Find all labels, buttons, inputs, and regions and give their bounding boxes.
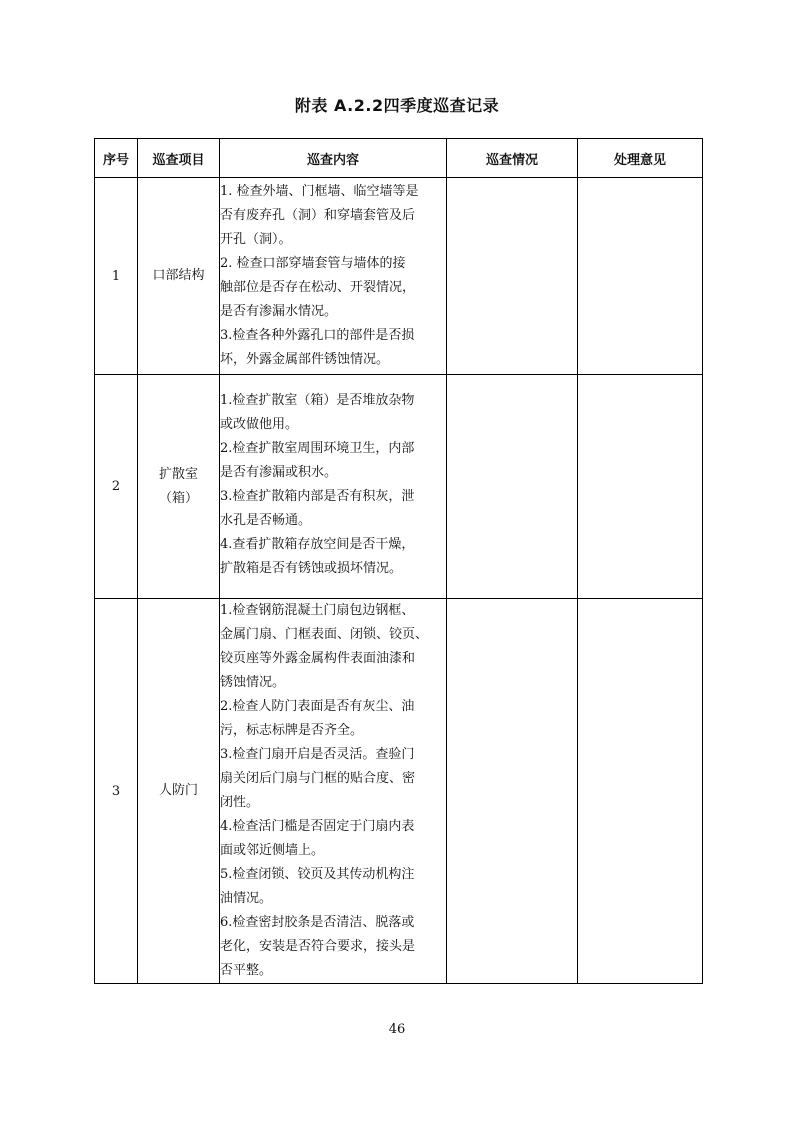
content-line: 是否有渗漏或积水。 <box>220 465 338 480</box>
content-line: 水孔是否畅通。 <box>220 513 312 528</box>
content-line: 3.检查各种外露孔口的部件是否损 <box>220 328 415 343</box>
table-header-row <box>95 139 703 178</box>
table-row <box>95 178 703 375</box>
content-line: 1. 检查外墙、门框墙、临空墙等是 <box>220 184 419 199</box>
inspection-content <box>220 375 447 599</box>
inspection-content <box>220 599 447 984</box>
content-line: 2.检查扩散室周围环境卫生，内部 <box>220 441 415 456</box>
content-line: 4.检查活门槛是否固定于门扇内表 <box>220 819 415 834</box>
row-number: 1 <box>95 178 138 375</box>
content-line: 触部位是否存在松动、开裂情况， <box>220 280 416 295</box>
row-number: 3 <box>95 599 138 984</box>
handling-opinion-cell[interactable] <box>578 599 703 984</box>
content-line: 否平整。 <box>220 963 273 978</box>
header-status: 巡查情况 <box>447 139 578 178</box>
inspection-status-cell[interactable] <box>447 599 578 984</box>
content-line: 是否有渗漏水情况。 <box>220 304 338 319</box>
inspection-item-line: 扩散室 <box>158 466 198 482</box>
content-line: 开孔（洞）。 <box>220 232 292 247</box>
content-line: 1.检查扩散室（箱）是否堆放杂物 <box>220 393 415 408</box>
table-row <box>95 375 703 599</box>
content-line: 2. 检查口部穿墙套管与墙体的接 <box>220 256 406 271</box>
header-num: 序号 <box>95 139 138 178</box>
content-line: 铰页座等外露金属构件表面油漆和 <box>220 651 416 666</box>
content-line: 1.检查钢筋混凝土门扇包边钢框、 <box>220 603 415 618</box>
content-line: 6.检查密封胶条是否清洁、脱落或 <box>220 915 415 930</box>
content-line: 油情况。 <box>220 891 273 906</box>
content-line: 污，标志标牌是否齐全。 <box>220 723 364 738</box>
content-line: 否有废弃孔（洞）和穿墙套管及后 <box>220 208 416 223</box>
content-line: 或改做他用。 <box>220 417 299 432</box>
content-line: 坏，外露金属部件锈蚀情况。 <box>220 352 390 367</box>
content-line: 扇关闭后门扇与门框的贴合度、密 <box>220 771 416 786</box>
page-number: 46 <box>388 1022 406 1037</box>
inspection-item <box>138 599 220 984</box>
inspection-item <box>138 178 220 375</box>
inspection-item <box>138 375 220 599</box>
table-body <box>95 178 703 984</box>
row-number: 2 <box>95 375 138 599</box>
handling-opinion-cell[interactable] <box>578 375 703 599</box>
inspection-item-line: 口部结构 <box>152 268 205 283</box>
content-line: 5.检查闭锁、铰页及其传动机构注 <box>220 867 415 882</box>
header-content: 巡查内容 <box>220 139 447 178</box>
page-title: 附表 A.2.2四季度巡查记录 <box>294 96 500 115</box>
content-line: 3.检查门扇开启是否灵活。查验门 <box>220 747 415 762</box>
header-item: 巡查项目 <box>138 139 220 178</box>
inspection-table <box>94 138 703 984</box>
content-line: 2.检查人防门表面是否有灰尘、油 <box>220 699 415 714</box>
content-line: 老化，安装是否符合要求，接头是 <box>220 939 416 954</box>
content-line: 3.检查扩散箱内部是否有积灰，泄 <box>220 489 415 504</box>
inspection-status-cell[interactable] <box>447 178 578 375</box>
handling-opinion-cell[interactable] <box>578 178 703 375</box>
inspection-status-cell[interactable] <box>447 375 578 599</box>
content-line: 4.查看扩散箱存放空间是否干燥， <box>220 537 415 552</box>
header-opinion: 处理意见 <box>578 139 703 178</box>
inspection-content <box>220 178 447 375</box>
content-line: 锈蚀情况。 <box>220 675 286 690</box>
inspection-item-line: 人防门 <box>158 783 198 798</box>
content-line: 闭性。 <box>220 795 260 810</box>
content-line: 金属门扇、门框表面、闭锁、铰页、 <box>220 627 429 642</box>
table-row <box>95 599 703 984</box>
inspection-item-line: （箱） <box>158 490 198 506</box>
content-line: 面或邻近侧墙上。 <box>220 843 325 858</box>
content-line: 扩散箱是否有锈蚀或损坏情况。 <box>220 561 403 576</box>
